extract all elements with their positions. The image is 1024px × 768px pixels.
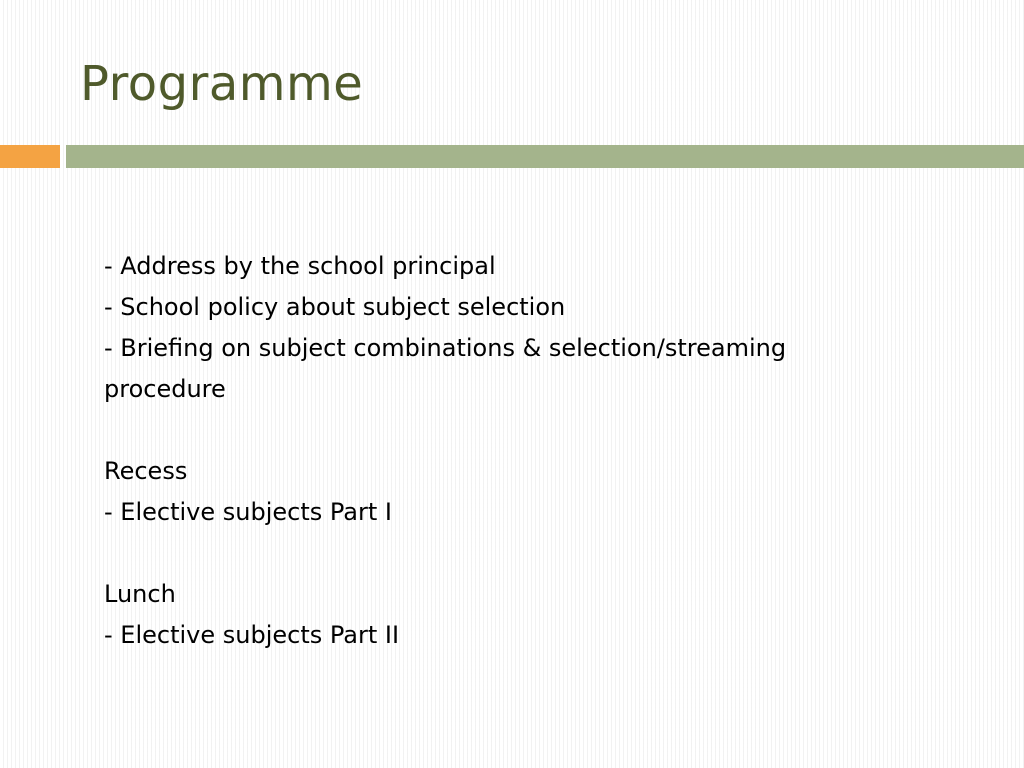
programme-line: - Address by the school principal xyxy=(104,252,496,280)
programme-spacer xyxy=(104,410,964,451)
accent-bar-green xyxy=(66,145,1024,168)
programme-line: - School policy about subject selection xyxy=(104,293,566,321)
programme-list xyxy=(104,246,964,656)
programme-line: Lunch xyxy=(104,580,176,608)
slide-title: Programme xyxy=(80,56,364,112)
accent-bar-orange xyxy=(0,145,60,168)
programme-line: procedure xyxy=(104,375,226,403)
programme-line: - Briefing on subject combinations & selection/streaming xyxy=(104,334,787,362)
programme-spacer xyxy=(104,533,964,574)
programme-line: Recess xyxy=(104,457,188,485)
programme-line: - Elective subjects Part II xyxy=(104,621,400,649)
programme-line: - Elective subjects Part I xyxy=(104,498,392,526)
